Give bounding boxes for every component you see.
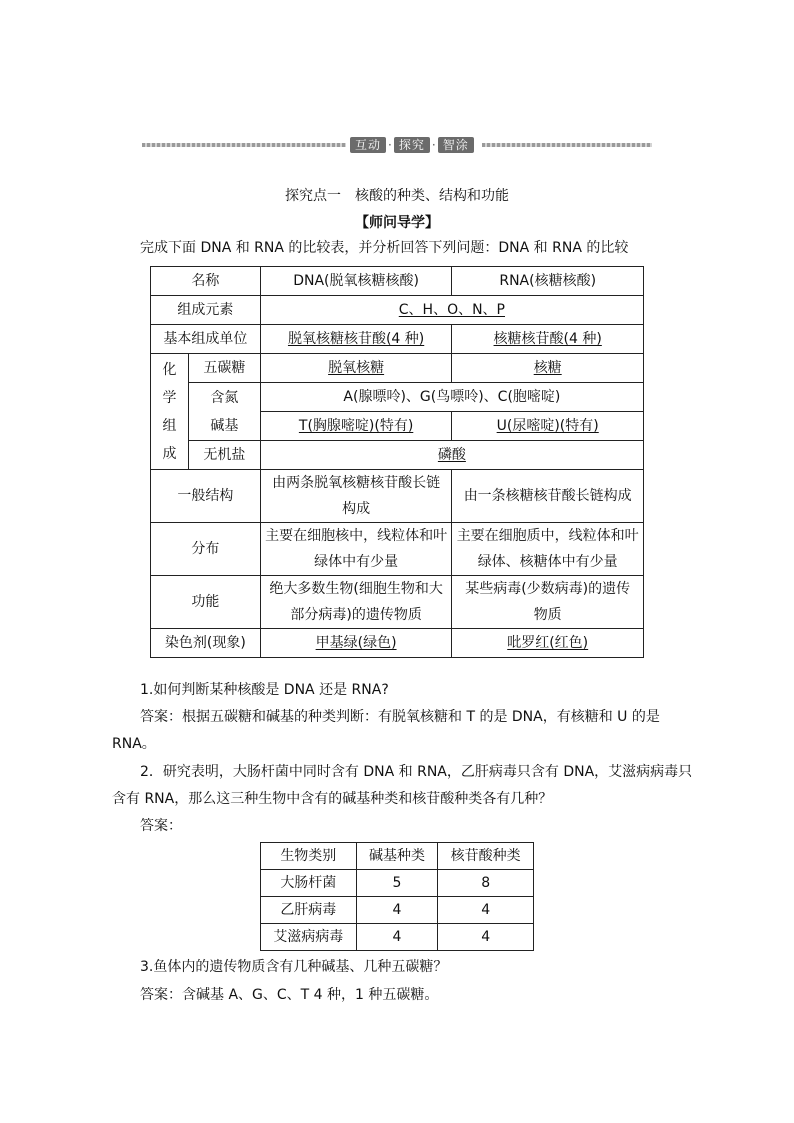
- chem-composition-label: 化 学 组 成: [151, 354, 189, 470]
- intro-text: 完成下面 DNA 和 RNA 的比较表，并分析回答下列问题：DNA 和 RNA 的比较: [140, 240, 629, 256]
- answer-3: 答案：含碱基 A、G、C、T 4 种，1 种五碳糖。: [140, 987, 439, 1003]
- inorganic-label: 无机盐: [188, 441, 260, 470]
- species-cell: 4: [438, 897, 534, 924]
- header-rna: RNA(核糖核酸): [452, 267, 644, 296]
- banner-tag: [350, 136, 474, 154]
- sugar-rna: 核糖: [452, 354, 644, 383]
- species-cell: 4: [438, 924, 534, 951]
- distribution-dna: 主要在细胞核中，线粒体和叶 绿体中有少量: [260, 523, 452, 576]
- table-row: [261, 870, 534, 897]
- banner-chip: 智涂: [438, 137, 474, 153]
- banner-chip: 互动: [350, 137, 386, 153]
- answer-1-line-2: RNA。: [112, 736, 156, 752]
- comparison-table: [150, 266, 644, 658]
- banner-line-right: [482, 143, 652, 147]
- species-cell: 艾滋病病毒: [261, 924, 357, 951]
- base-common: A(腺嘌呤)、G(鸟嘌呤)、C(胞嘧啶): [260, 383, 643, 412]
- subheading: 【师问导学】: [355, 215, 439, 231]
- table-row: [151, 383, 644, 412]
- species-cell: 4: [356, 897, 438, 924]
- table-row: [261, 843, 534, 870]
- table-row: [151, 325, 644, 354]
- species-cell: 乙肝病毒: [261, 897, 357, 924]
- question-1: 1.如何判断某种核酸是 DNA 还是 RNA?: [140, 682, 389, 698]
- function-dna: 绝大多数生物(细胞生物和大 部分病毒)的遗传物质: [260, 576, 452, 629]
- table-row: [151, 470, 644, 523]
- distribution-rna: 主要在细胞质中，线粒体和叶 绿体、核糖体中有少量: [452, 523, 644, 576]
- species-header: 碱基种类: [356, 843, 438, 870]
- section-title: 探究点一 核酸的种类、结构和功能: [285, 188, 509, 204]
- species-header: 核苷酸种类: [438, 843, 534, 870]
- base-rna: U(尿嘧啶)(特有): [452, 412, 644, 441]
- species-cell: 8: [438, 870, 534, 897]
- banner-line-left: [142, 143, 346, 147]
- answer-1-line-1: 答案：根据五碳糖和碱基的种类判断：有脱氧核糖和 T 的是 DNA，有核糖和 U 的是: [140, 709, 660, 725]
- function-rna: 某些病毒(少数病毒)的遗传 物质: [452, 576, 644, 629]
- table-row: [261, 924, 534, 951]
- table-row: [151, 576, 644, 629]
- elements-value: C、H、O、N、P: [260, 296, 643, 325]
- base-label: 含氮 碱基: [188, 383, 260, 441]
- function-label: 功能: [151, 576, 261, 629]
- unit-rna: 核糖核苷酸(4 种): [452, 325, 644, 354]
- base-dna: T(胸腺嘧啶)(特有): [260, 412, 452, 441]
- species-header: 生物类别: [261, 843, 357, 870]
- banner-separator: ·: [431, 138, 436, 152]
- banner-separator: ·: [388, 138, 392, 152]
- sugar-label: 五碳糖: [188, 354, 260, 383]
- structure-label: 一般结构: [151, 470, 261, 523]
- table-row: [151, 523, 644, 576]
- stain-label: 染色剂(现象): [151, 629, 261, 658]
- header-name: 名称: [151, 267, 261, 296]
- elements-label: 组成元素: [151, 296, 261, 325]
- species-table: [260, 842, 534, 951]
- table-row: [151, 296, 644, 325]
- answer-2-label: 答案：: [140, 818, 182, 834]
- table-row: [151, 629, 644, 658]
- unit-label: 基本组成单位: [151, 325, 261, 354]
- species-cell: 4: [356, 924, 438, 951]
- distribution-label: 分布: [151, 523, 261, 576]
- table-row: [261, 897, 534, 924]
- question-2-line-2: 含有 RNA，那么这三种生物中含有的碱基种类和核苷酸种类各有几种？: [112, 791, 553, 807]
- header-dna: DNA(脱氧核糖核酸): [260, 267, 452, 296]
- structure-dna: 由两条脱氧核糖核苷酸长链 构成: [260, 470, 452, 523]
- question-3: 3.鱼体内的遗传物质含有几种碱基、几种五碳糖？: [140, 959, 448, 975]
- stain-dna: 甲基绿(绿色): [260, 629, 452, 658]
- species-cell: 5: [356, 870, 438, 897]
- banner-chip: 探究: [394, 137, 430, 153]
- inorganic-value: 磷酸: [260, 441, 643, 470]
- question-2-line-1: 2．研究表明，大肠杆菌中同时含有 DNA 和 RNA，乙肝病毒只含有 DNA，艾滋病病毒只: [140, 764, 693, 780]
- species-cell: 大肠杆菌: [261, 870, 357, 897]
- structure-rna: 由一条核糖核苷酸长链构成: [452, 470, 644, 523]
- stain-rna: 吡罗红(红色): [452, 629, 644, 658]
- section-banner: [142, 136, 652, 154]
- table-row: [151, 267, 644, 296]
- table-row: [151, 354, 644, 383]
- table-row: [151, 441, 644, 470]
- sugar-dna: 脱氧核糖: [260, 354, 452, 383]
- unit-dna: 脱氧核糖核苷酸(4 种): [260, 325, 452, 354]
